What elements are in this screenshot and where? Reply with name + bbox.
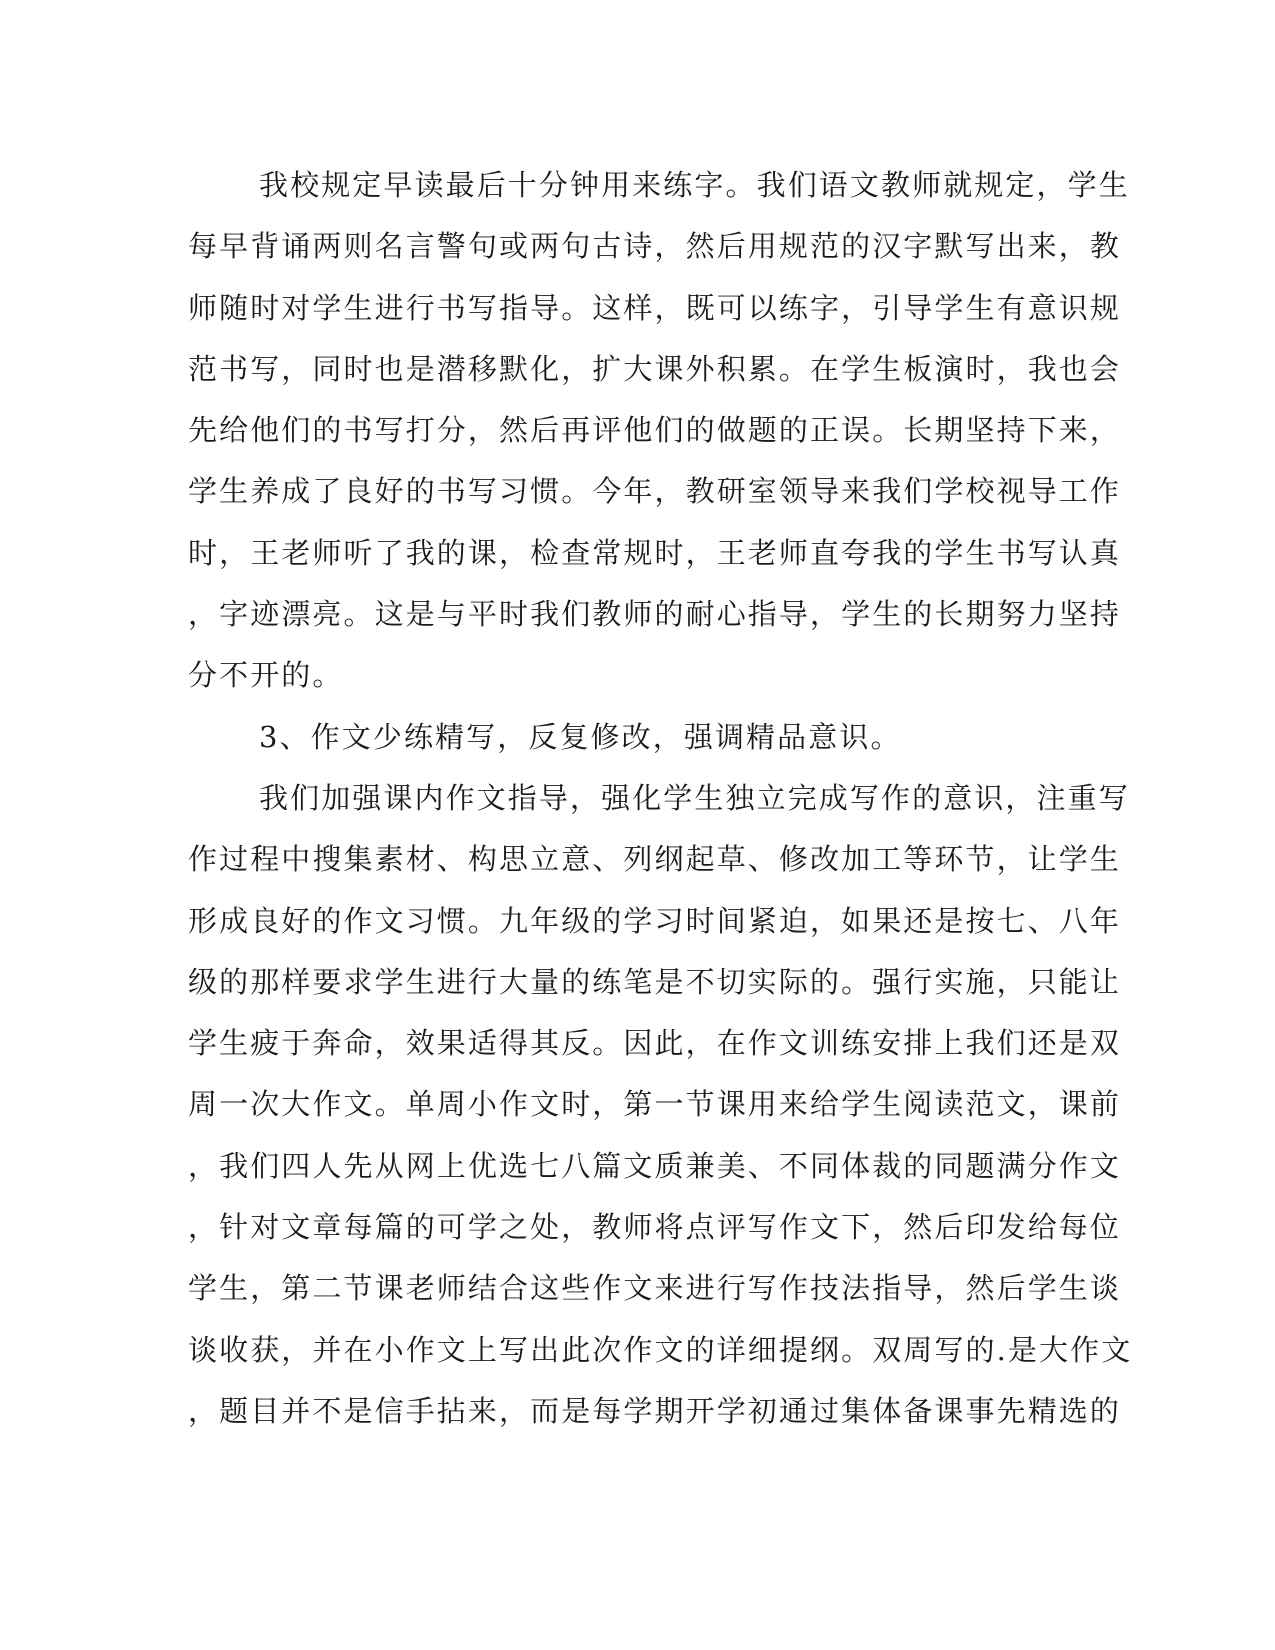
paragraph-line: 时，王老师听了我的课，检查常规时，王老师直夸我的学生书写认真: [188, 535, 1122, 570]
paragraph-line: ，字迹漂亮。这是与平时我们教师的耐心指导，学生的长期努力坚持: [188, 597, 1122, 632]
paragraph-line: 级的那样要求学生进行大量的练笔是不切实际的。强行实施，只能让: [188, 964, 1122, 999]
paragraph-line: 作过程中搜集素材、构思立意、列纲起草、修改加工等环节，让学生: [188, 842, 1122, 877]
paragraph-line: 学生，第二节课老师结合这些作文来进行写作技法指导，然后学生谈: [188, 1271, 1122, 1306]
paragraph-line: ，针对文章每篇的可学之处，教师将点评写作文下，然后印发给每位: [188, 1210, 1122, 1245]
paragraph-line: 分不开的。: [188, 658, 344, 693]
body-text: [188, 155, 1133, 1442]
paragraph-line: 学生养成了良好的书写习惯。今年，教研室领导来我们学校视导工作: [188, 474, 1122, 509]
paragraph-line: ，我们四人先从网上优选七八篇文质兼美、不同体裁的同题满分作文: [188, 1148, 1122, 1183]
paragraph-line: ，题目并不是信手拈来，而是每学期开学初通过集体备课事先精选的: [188, 1393, 1122, 1428]
paragraph-line: 先给他们的书写打分，然后再评他们的做题的正误。长期坚持下来，: [188, 413, 1122, 448]
paragraph-line: 师随时对学生进行书写指导。这样，既可以练字，引导学生有意识规: [188, 290, 1122, 325]
paragraph-line: 谈收获，并在小作文上写出此次作文的详细提纲。双周写的.是大作文: [188, 1332, 1133, 1367]
paragraph-line: 我校规定早读最后十分钟用来练字。我们语文教师就规定，学生: [259, 168, 1130, 202]
paragraph-line: 学生疲于奔命，效果适得其反。因此，在作文训练安排上我们还是双: [188, 1026, 1122, 1061]
paragraph-line: 我们加强课内作文指导，强化学生独立完成写作的意识，注重写: [259, 780, 1130, 815]
paragraph-line: 形成良好的作文习惯。九年级的学习时间紧迫，如果还是按七、八年: [188, 903, 1122, 938]
section-heading: 3、作文少练精写，反复修改，强调精品意识。: [259, 719, 902, 754]
paragraph-line: 范书写，同时也是潜移默化，扩大课外积累。在学生板演时，我也会: [188, 351, 1122, 386]
paragraph-line: 每早背诵两则名言警句或两句古诗，然后用规范的汉字默写出来，教: [188, 229, 1122, 264]
paragraph-line: 周一次大作文。单周小作文时，第一节课用来给学生阅读范文，课前: [188, 1087, 1122, 1122]
